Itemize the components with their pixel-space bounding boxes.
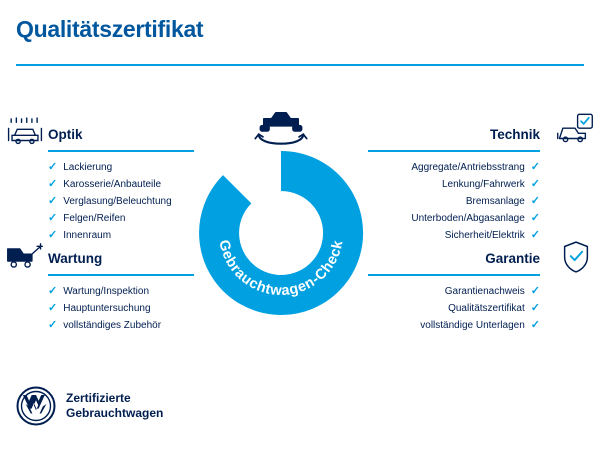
car-front-rotate-icon <box>245 100 317 148</box>
check-icon: ✓ <box>48 161 58 173</box>
arc-label-text: Gebrauchtwagen-Check <box>215 238 347 300</box>
block-technik-items <box>368 159 540 244</box>
check-icon: ✓ <box>48 229 58 241</box>
page-title: Qualitätszertifikat <box>16 16 204 42</box>
block-garantie <box>368 250 540 334</box>
check-icon: ✓ <box>48 195 58 207</box>
check-icon: ✓ <box>530 302 540 314</box>
list-item <box>368 159 540 176</box>
list-item <box>48 159 194 176</box>
list-item-label: Wartung/Inspektion <box>63 286 150 297</box>
block-technik-divider <box>368 150 540 152</box>
header-divider <box>16 64 584 66</box>
check-icon: ✓ <box>530 285 540 297</box>
check-icon: ✓ <box>530 212 540 224</box>
check-icon: ✓ <box>530 229 540 241</box>
list-item-label: Sicherheit/Elektrik <box>444 230 525 241</box>
block-garantie-items <box>368 283 540 334</box>
block-optik-items <box>48 159 194 244</box>
list-item <box>368 193 540 210</box>
list-item-label: Lenkung/Fahrwerk <box>441 179 525 190</box>
list-item <box>48 210 194 227</box>
page-header <box>16 14 584 44</box>
list-item-label: Verglasung/Beleuchtung <box>63 196 172 207</box>
block-garantie-header <box>368 250 540 276</box>
footer-line-2: Gebrauchtwagen <box>66 406 164 420</box>
block-technik-title: Technik <box>489 127 540 142</box>
check-icon: ✓ <box>48 319 58 331</box>
check-icon: ✓ <box>530 161 540 173</box>
block-garantie-title: Garantie <box>485 251 540 266</box>
list-item <box>368 227 540 244</box>
check-icon: ✓ <box>48 302 58 314</box>
ring-value: 360° <box>252 206 310 236</box>
list-item-label: Unterboden/Abgasanlage <box>411 213 525 224</box>
car-wash-icon <box>6 116 44 146</box>
list-item-label: Felgen/Reifen <box>63 213 126 224</box>
block-wartung-items <box>48 283 194 334</box>
block-optik-title: Optik <box>48 127 83 142</box>
list-item-label: Bremsanlage <box>465 196 525 207</box>
check-ring <box>198 150 364 316</box>
block-optik <box>48 126 194 244</box>
check-icon: ✓ <box>530 319 540 331</box>
list-item <box>368 317 540 334</box>
vw-logo-icon <box>16 386 56 426</box>
block-wartung-divider <box>48 274 194 276</box>
block-technik <box>368 126 540 244</box>
list-item <box>48 283 194 300</box>
list-item-label: Aggregate/Antriebsstrang <box>411 162 525 173</box>
list-item <box>368 283 540 300</box>
list-item-label: Qualitätszertifikat <box>448 303 525 314</box>
list-item <box>48 176 194 193</box>
list-item-label: Hauptuntersuchung <box>63 303 151 314</box>
list-item <box>368 300 540 317</box>
block-optik-header <box>48 126 194 152</box>
car-inspection-checklist-icon <box>556 112 594 146</box>
list-item <box>368 176 540 193</box>
list-item <box>48 193 194 210</box>
block-garantie-divider <box>368 274 540 276</box>
shield-check-icon <box>562 240 590 274</box>
check-icon: ✓ <box>48 212 58 224</box>
block-optik-divider <box>48 150 194 152</box>
check-icon: ✓ <box>530 195 540 207</box>
footer-text <box>66 391 163 421</box>
list-item <box>48 300 194 317</box>
list-item-label: vollständige Unterlagen <box>420 320 525 331</box>
list-item <box>368 210 540 227</box>
list-item <box>48 317 194 334</box>
list-item-label: vollständiges Zubehör <box>63 320 162 331</box>
tow-truck-icon <box>6 240 44 270</box>
check-icon: ✓ <box>48 285 58 297</box>
block-wartung <box>48 250 194 334</box>
block-wartung-header <box>48 250 194 276</box>
list-item-label: Lackierung <box>63 162 113 173</box>
block-technik-header <box>368 126 540 152</box>
check-icon: ✓ <box>48 178 58 190</box>
list-item-label: Innenraum <box>63 230 112 241</box>
block-wartung-title: Wartung <box>48 251 103 266</box>
list-item-label: Karosserie/Anbauteile <box>63 179 162 190</box>
check-icon: ✓ <box>530 178 540 190</box>
list-item <box>48 227 194 244</box>
footer <box>16 386 163 426</box>
footer-line-1: Zertifizierte <box>66 391 131 405</box>
list-item-label: Garantienachweis <box>444 286 525 297</box>
